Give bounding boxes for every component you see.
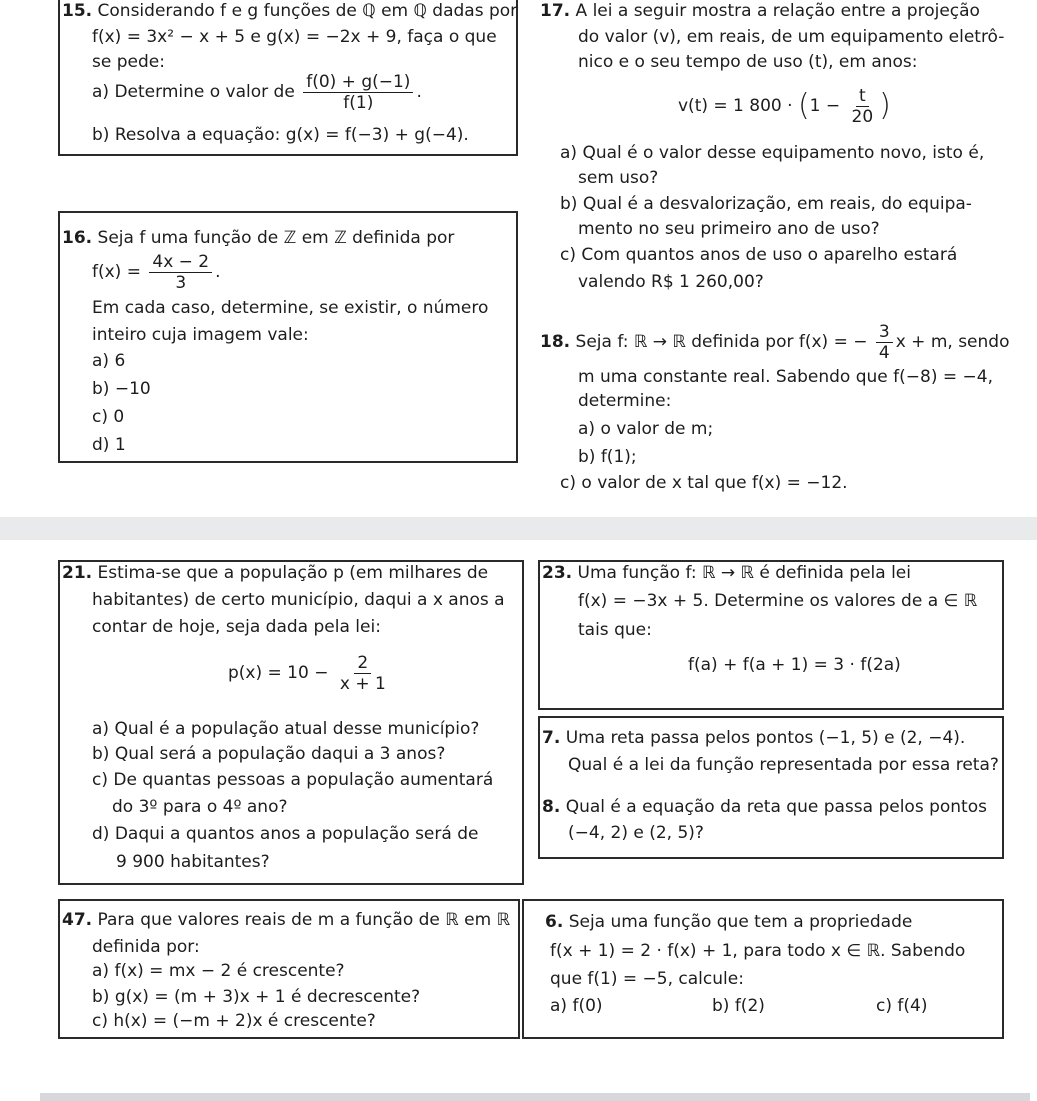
exercise-17-intro-1: 17. A lei a seguir mostra a relação entre a projeção <box>540 1 980 21</box>
exercise-16-fraction: $\frac{4x - 2}{3}$ <box>149 252 212 293</box>
exercise-17-formula: v(t) = 1 800 · (1 − $\frac{t}{20}$ ) <box>678 85 891 127</box>
exercise-47-item-b: b) g(x) = (m + 3)x + 1 é decrescente? <box>92 987 421 1007</box>
exercise-23-intro-3: tais que: <box>578 620 652 640</box>
exercise-47-intro-1: 47. Para que valores reais de m a função de ℝ em ℝ <box>62 910 511 930</box>
exercise-23-equation: f(a) + f(a + 1) = 3 · f(2a) <box>688 655 901 675</box>
exercise-15-fraction: $\frac{f(0) + g(-1)}{f(1)}$ <box>303 72 413 113</box>
exercise-18-number: 18. <box>540 332 571 352</box>
exercise-16-item-b: b) −10 <box>92 379 151 399</box>
exercise-7-number: 7. <box>542 728 561 748</box>
exercise-18-fraction: $\frac{3}{4}$ <box>876 322 893 363</box>
bottom-bar <box>40 1093 1030 1101</box>
exercise-17-item-a-1: a) Qual é o valor desse equipamento novo, isto é, <box>560 143 985 163</box>
exercise-17-intro-2: do valor (v), em reais, de um equipamento eletrô- <box>578 27 1005 47</box>
exercise-6-intro-2: f(x + 1) = 2 · f(x) + 1, para todo x ∈ ℝ. Sabendo <box>550 941 966 961</box>
exercise-16-intro-1: 16. Seja f uma função de ℤ em ℤ definida por <box>62 228 455 248</box>
exercise-8-line-2: (−4, 2) e (2, 5)? <box>568 823 704 843</box>
exercise-16-item-a: a) 6 <box>92 351 126 371</box>
exercise-7-line-2: Qual é a lei da função representada por essa reta? <box>568 755 999 775</box>
exercise-17-number: 17. <box>540 1 571 21</box>
exercise-6-number: 6. <box>545 912 564 932</box>
exercise-15-item-a: a) Determine o valor de $\frac{f(0) + g(-1)}{f(1)}$ . <box>92 71 422 113</box>
exercise-21-number: 21. <box>62 563 93 583</box>
exercise-6-intro-3: que f(1) = −5, calcule: <box>550 969 744 989</box>
exercise-15-number: 15. <box>62 1 93 21</box>
exercise-16-function: f(x) = $\frac{4x - 2}{3}$ . <box>92 251 221 293</box>
exercise-21-intro-1: 21. Estima-se que a população p (em milhares de <box>62 563 489 583</box>
page-bottom <box>0 540 1037 1101</box>
exercise-18-line-2: m uma constante real. Sabendo que f(−8) = −4, <box>578 367 993 387</box>
exercise-15-intro-2: f(x) = 3x² − x + 5 e g(x) = −2x + 9, faça o que <box>92 27 497 47</box>
exercise-23-intro-1: 23. Uma função f: ℝ → ℝ é definida pela lei <box>542 563 911 583</box>
exercise-18-item-b: b) f(1); <box>578 447 637 467</box>
exercise-17-item-b-2: mento no seu primeiro ano de uso? <box>578 219 880 239</box>
exercise-21-formula: p(x) = 10 − $\frac{2}{x + 1}$ <box>228 650 392 696</box>
exercise-47-intro-2: definida por: <box>92 937 200 957</box>
exercise-21-item-d-1: d) Daqui a quantos anos a população será de <box>92 824 479 844</box>
exercise-7-line-1: 7. Uma reta passa pelos pontos (−1, 5) e (2, −4). <box>542 728 966 748</box>
exercise-47-number: 47. <box>62 910 93 930</box>
exercise-23-number: 23. <box>542 563 573 583</box>
exercise-21-item-b: b) Qual será a população daqui a 3 anos? <box>92 744 446 764</box>
exercise-16-line-4: inteiro cuja imagem vale: <box>92 325 309 345</box>
page-top <box>0 0 1037 517</box>
exercise-8-number: 8. <box>542 797 561 817</box>
exercise-21-item-c-2: do 3º para o 4º ano? <box>112 797 288 817</box>
exercise-16-number: 16. <box>62 228 93 248</box>
exercise-18-item-a: a) o valor de m; <box>578 419 714 439</box>
exercise-23-intro-2: f(x) = −3x + 5. Determine os valores de a ∈ ℝ <box>578 591 978 611</box>
exercise-6-item-c: c) f(4) <box>876 996 928 1016</box>
exercise-6-item-b: b) f(2) <box>712 996 765 1016</box>
page-separator <box>0 517 1037 540</box>
exercise-17-fraction: $\frac{t}{20}$ <box>851 85 874 127</box>
exercise-21-item-d-2: 9 900 habitantes? <box>116 852 270 872</box>
exercise-17-item-c-2: valendo R$ 1 260,00? <box>578 272 764 292</box>
exercise-17-item-b-1: b) Qual é a desvalorização, em reais, do equipa- <box>560 194 972 214</box>
exercise-16-line-3: Em cada caso, determine, se existir, o número <box>92 298 489 318</box>
exercise-18-line-3: determine: <box>578 391 672 411</box>
exercise-8-line-1: 8. Qual é a equação da reta que passa pelos pontos <box>542 797 987 817</box>
exercise-15-intro-1: 15. Considerando f e g funções de ℚ em ℚ dadas por <box>62 1 518 21</box>
exercise-21-item-c-1: c) De quantas pessoas a população aumentará <box>92 770 494 790</box>
exercise-17-item-c-1: c) Com quantos anos de uso o aparelho estará <box>560 245 958 265</box>
exercise-21-item-a: a) Qual é a população atual desse município? <box>92 719 480 739</box>
exercise-6-intro-1: 6. Seja uma função que tem a propriedade <box>545 912 913 932</box>
exercise-18-item-c: c) o valor de x tal que f(x) = −12. <box>560 473 848 493</box>
exercise-15-intro-3: se pede: <box>92 52 165 72</box>
exercise-21-intro-2: habitantes) de certo município, daqui a x anos a <box>92 590 505 610</box>
exercise-6-item-a: a) f(0) <box>550 996 603 1016</box>
exercise-21-fraction: $\frac{2}{x + 1}$ <box>339 652 386 694</box>
exercise-16-item-d: d) 1 <box>92 435 126 455</box>
exercise-21-intro-3: contar de hoje, seja dada pela lei: <box>92 617 381 637</box>
exercise-17-item-a-2: sem uso? <box>578 168 659 188</box>
exercise-18-intro-1: 18. Seja f: ℝ → ℝ definida por f(x) = − $\frac{3}{4}$ x + m, sendo <box>540 321 1010 363</box>
exercise-17-intro-3: nico e o seu tempo de uso (t), em anos: <box>578 52 918 72</box>
exercise-16-item-c: c) 0 <box>92 407 125 427</box>
exercise-47-item-c: c) h(x) = (−m + 2)x é crescente? <box>92 1011 376 1031</box>
exercise-47-item-a: a) f(x) = mx − 2 é crescente? <box>92 961 345 981</box>
exercise-15-item-b: b) Resolva a equação: g(x) = f(−3) + g(−4). <box>92 125 469 145</box>
